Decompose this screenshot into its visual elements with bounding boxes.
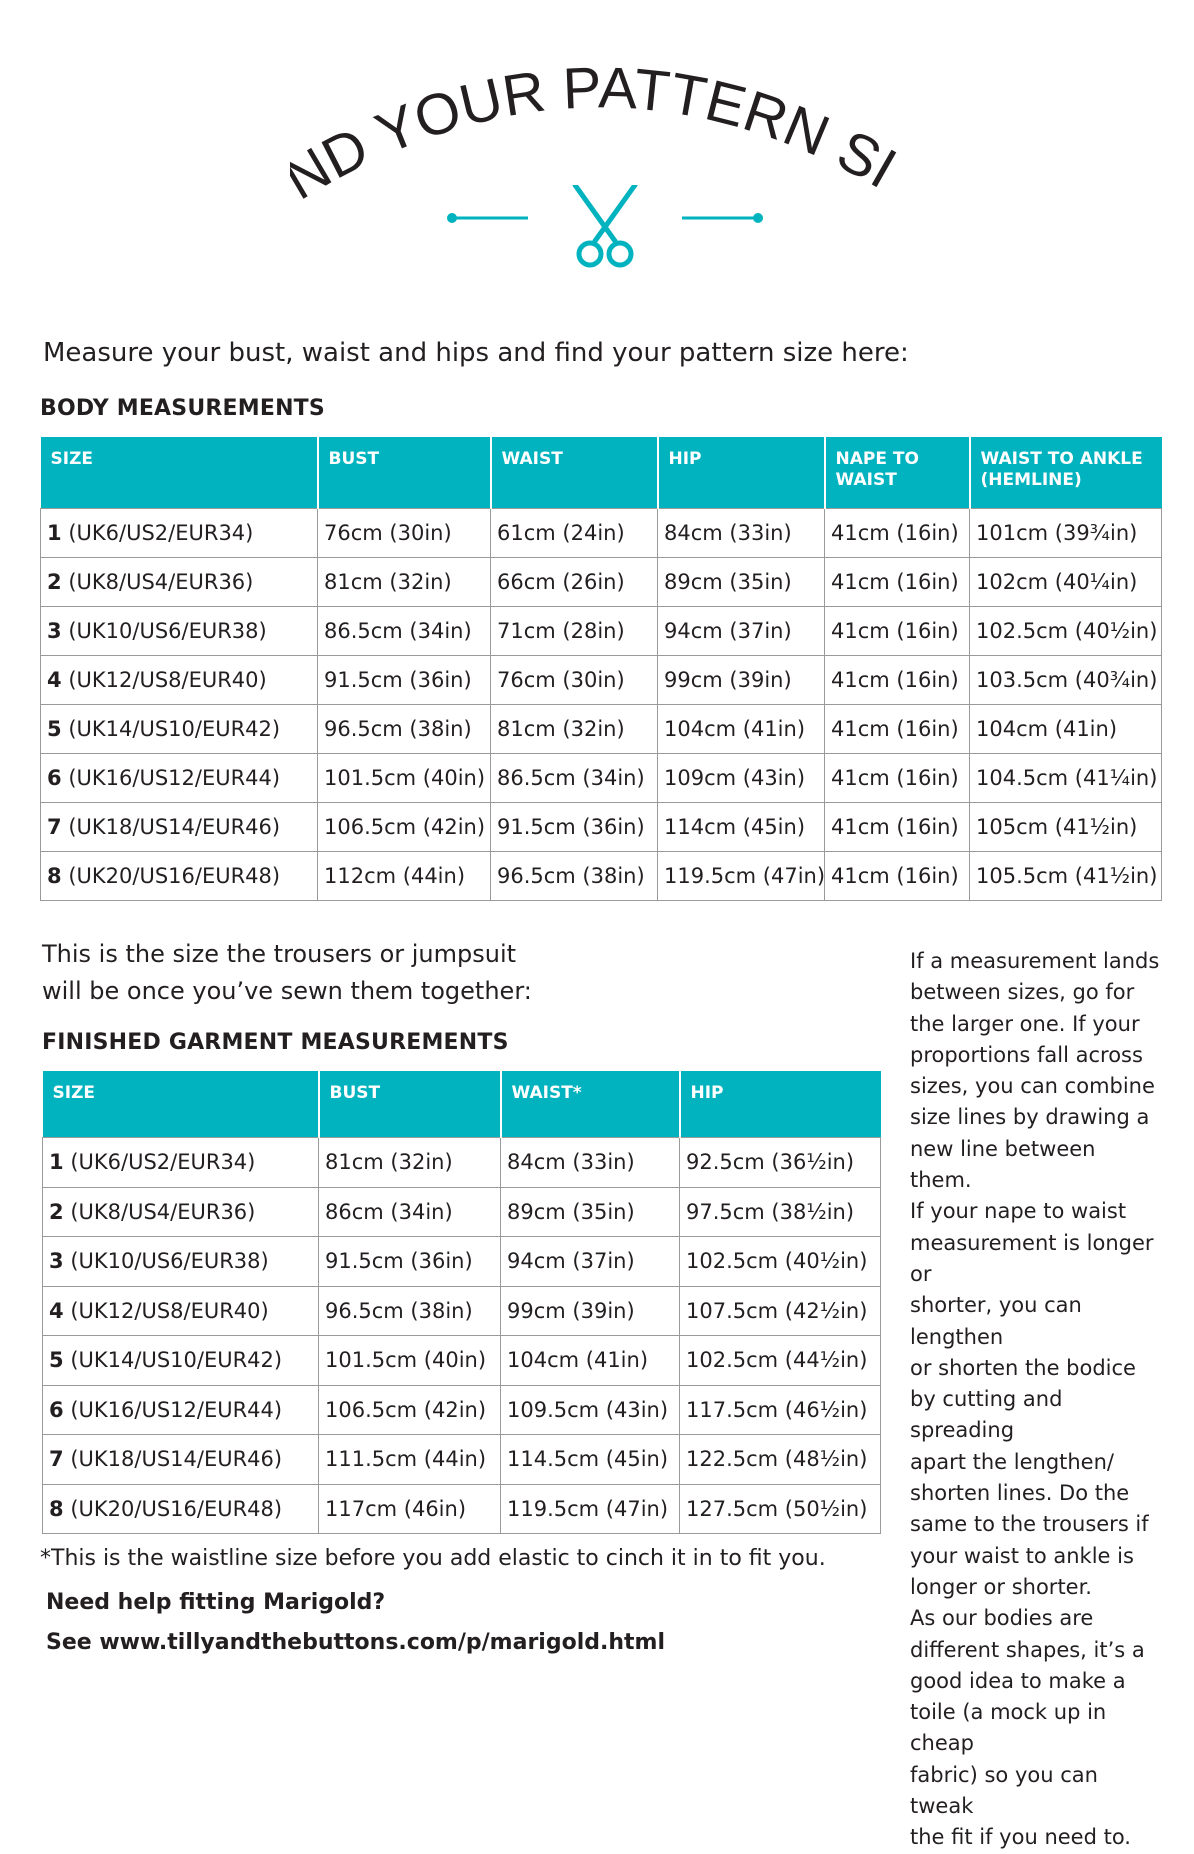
- size-number: 8: [49, 1496, 64, 1521]
- measurement-cell: 96.5cm (38in): [318, 705, 491, 754]
- measurement-cell: 41cm (16in): [825, 705, 970, 754]
- measurement-cell: 112cm (44in): [318, 852, 491, 901]
- size-number: 3: [47, 619, 62, 643]
- size-number: 4: [47, 668, 62, 692]
- measurement-cell: 104cm (41in): [658, 705, 825, 754]
- measurement-cell: 61cm (24in): [491, 509, 658, 558]
- measurement-cell: 89cm (35in): [658, 558, 825, 607]
- size-codes: (UK18/US14/EUR46): [70, 1447, 283, 1472]
- table-row: [41, 705, 1162, 754]
- size-number: 2: [47, 570, 62, 594]
- table-row: [43, 1336, 881, 1386]
- measurement-cell: 102.5cm (40½in): [970, 607, 1162, 656]
- size-codes: (UK16/US12/EUR44): [68, 766, 281, 790]
- size-number: 4: [49, 1298, 64, 1323]
- advice-line: toile (a mock up in cheap: [910, 1700, 1107, 1756]
- measurement-cell: 104cm (41in): [970, 705, 1162, 754]
- measurement-cell: 41cm (16in): [825, 852, 970, 901]
- table-row: [43, 1237, 881, 1287]
- measurement-cell: 109cm (43in): [658, 754, 825, 803]
- finished-intro-line: will be once you’ve sewn them together:: [42, 977, 532, 1005]
- measurement-cell: 105.5cm (41½in): [970, 852, 1162, 901]
- measurement-cell: 41cm (16in): [825, 558, 970, 607]
- advice-line: fabric) so you can tweak: [910, 1762, 1098, 1819]
- measurement-cell: 81cm (32in): [491, 705, 658, 754]
- size-codes: (UK18/US14/EUR46): [68, 815, 281, 839]
- size-codes: (UK14/US10/EUR42): [68, 717, 281, 741]
- measurement-cell: 106.5cm (42in): [319, 1385, 501, 1435]
- table-row: [41, 509, 1162, 558]
- size-codes: (UK20/US16/EUR48): [68, 864, 281, 888]
- size-codes: (UK10/US6/EUR38): [68, 619, 267, 643]
- measurement-cell: 105cm (41½in): [970, 803, 1162, 852]
- finished-measurements-title: FINISHED GARMENT MEASUREMENTS: [42, 1030, 509, 1055]
- advice-line: good idea to make a: [910, 1668, 1126, 1693]
- size-number: 5: [49, 1348, 64, 1373]
- table-row: [41, 558, 1162, 607]
- measurement-cell: 104cm (41in): [501, 1336, 680, 1386]
- advice-line: same to the trousers if: [910, 1512, 1149, 1537]
- measurement-cell: 119.5cm (47in): [501, 1484, 680, 1534]
- body-measurements-title: BODY MEASUREMENTS: [40, 396, 325, 421]
- measurement-cell: 111.5cm (44in): [319, 1435, 501, 1485]
- size-codes: (UK10/US6/EUR38): [70, 1249, 269, 1274]
- size-codes: (UK12/US8/EUR40): [68, 668, 267, 692]
- measurement-cell: 109.5cm (43in): [501, 1385, 680, 1435]
- measurement-cell: 91.5cm (36in): [491, 803, 658, 852]
- measurement-cell: 122.5cm (48½in): [680, 1435, 881, 1485]
- table-row: [41, 803, 1162, 852]
- advice-line: sizes, you can combine: [910, 1074, 1155, 1099]
- size-number: 6: [49, 1397, 64, 1422]
- size-cell: [41, 852, 318, 901]
- size-cell: [41, 656, 318, 705]
- measurement-cell: 66cm (26in): [491, 558, 658, 607]
- column-header: HIP: [658, 437, 825, 509]
- size-number: 6: [47, 766, 62, 790]
- measurement-cell: 97.5cm (38½in): [680, 1187, 881, 1237]
- table-row: [43, 1385, 881, 1435]
- size-number: 1: [47, 521, 62, 545]
- measurement-cell: 119.5cm (47in): [658, 852, 825, 901]
- measurement-cell: 96.5cm (38in): [491, 852, 658, 901]
- measurement-cell: 89cm (35in): [501, 1187, 680, 1237]
- measurement-cell: 106.5cm (42in): [318, 803, 491, 852]
- finished-measurements-table: [42, 1071, 881, 1534]
- table-row: [43, 1286, 881, 1336]
- measurement-cell: 103.5cm (40¾in): [970, 656, 1162, 705]
- advice-line: by cutting and spreading: [910, 1387, 1063, 1443]
- advice-line: between sizes, go for: [910, 980, 1135, 1005]
- measurement-cell: 41cm (16in): [825, 607, 970, 656]
- measurement-cell: 91.5cm (36in): [319, 1237, 501, 1287]
- measurement-cell: 127.5cm (50½in): [680, 1484, 881, 1534]
- size-cell: [41, 509, 318, 558]
- measurement-cell: 81cm (32in): [318, 558, 491, 607]
- table-row: [41, 754, 1162, 803]
- measurement-cell: 84cm (33in): [658, 509, 825, 558]
- measurement-cell: 86.5cm (34in): [491, 754, 658, 803]
- column-header: SIZE: [43, 1071, 319, 1138]
- size-cell: [43, 1237, 319, 1287]
- size-codes: (UK6/US2/EUR34): [68, 521, 254, 545]
- measurement-cell: 94cm (37in): [658, 607, 825, 656]
- size-number: 8: [47, 864, 62, 888]
- advice-line: the larger one. If your: [910, 1011, 1140, 1036]
- measurement-cell: 96.5cm (38in): [319, 1286, 501, 1336]
- measurement-cell: 101cm (39¾in): [970, 509, 1162, 558]
- finished-intro-line: This is the size the trousers or jumpsuit: [42, 940, 517, 968]
- size-codes: (UK6/US2/EUR34): [70, 1150, 256, 1175]
- size-cell: [41, 558, 318, 607]
- column-header: SIZE: [41, 437, 318, 509]
- measurement-cell: 102.5cm (44½in): [680, 1336, 881, 1386]
- column-header: HIP: [680, 1071, 881, 1138]
- measurement-cell: 117.5cm (46½in): [680, 1385, 881, 1435]
- size-number: 3: [49, 1249, 64, 1274]
- size-codes: (UK8/US4/EUR36): [70, 1199, 256, 1224]
- table-header-row: [43, 1071, 881, 1138]
- size-codes: (UK8/US4/EUR36): [68, 570, 254, 594]
- measurement-cell: 81cm (32in): [319, 1138, 501, 1188]
- measurement-cell: 91.5cm (36in): [318, 656, 491, 705]
- measurement-cell: 41cm (16in): [825, 656, 970, 705]
- help-link[interactable]: See www.tillyandthebuttons.com/p/marigold.html: [46, 1630, 665, 1655]
- size-cell: [43, 1385, 319, 1435]
- size-cell: [41, 705, 318, 754]
- measurement-cell: 104.5cm (41¼in): [970, 754, 1162, 803]
- advice-line: different shapes, it’s a: [910, 1637, 1145, 1662]
- measurement-cell: 101.5cm (40in): [318, 754, 491, 803]
- advice-line: If a measurement lands: [910, 949, 1160, 973]
- advice-line: As our bodies are: [910, 1606, 1094, 1631]
- size-cell: [41, 754, 318, 803]
- measurement-cell: 114.5cm (45in): [501, 1435, 680, 1485]
- measurement-cell: 99cm (39in): [501, 1286, 680, 1336]
- column-header: WAIST: [491, 437, 658, 509]
- measurement-cell: 86cm (34in): [319, 1187, 501, 1237]
- size-codes: (UK12/US8/EUR40): [70, 1298, 269, 1323]
- measurement-cell: 86.5cm (34in): [318, 607, 491, 656]
- body-measurements-table: [40, 437, 1162, 901]
- size-cell: [43, 1286, 319, 1336]
- table-row: [43, 1187, 881, 1237]
- measurement-cell: 92.5cm (36½in): [680, 1138, 881, 1188]
- table-row: [43, 1138, 881, 1188]
- advice-line: size lines by drawing a: [910, 1105, 1150, 1130]
- size-number: 5: [47, 717, 62, 741]
- size-codes: (UK14/US10/EUR42): [70, 1348, 283, 1373]
- size-number: 2: [49, 1199, 64, 1224]
- column-header: WAIST*: [501, 1071, 680, 1138]
- table-row: [41, 607, 1162, 656]
- size-cell: [41, 803, 318, 852]
- advice-line: If your nape to waist: [910, 1199, 1127, 1224]
- table-header-row: [41, 437, 1162, 509]
- advice-line: apart the lengthen/: [910, 1449, 1114, 1474]
- measurement-cell: 94cm (37in): [501, 1237, 680, 1287]
- measurement-cell: 71cm (28in): [491, 607, 658, 656]
- size-number: 7: [49, 1447, 64, 1472]
- size-cell: [41, 607, 318, 656]
- advice-line: proportions fall across: [910, 1042, 1143, 1067]
- advice-line: or shorten the bodice: [910, 1355, 1136, 1380]
- size-cell: [43, 1484, 319, 1534]
- measurement-cell: 114cm (45in): [658, 803, 825, 852]
- page-title: D YOUR PATTERN SI: [311, 60, 907, 201]
- table-row: [43, 1484, 881, 1534]
- size-codes: (UK16/US12/EUR44): [70, 1397, 283, 1422]
- size-codes: (UK20/US16/EUR48): [70, 1496, 283, 1521]
- advice-line: shorter, you can lengthen: [910, 1293, 1082, 1349]
- measurement-cell: 41cm (16in): [825, 754, 970, 803]
- advice-line: the fit if you need to.: [910, 1825, 1131, 1850]
- help-heading: Need help fitting Marigold?: [46, 1590, 386, 1615]
- measurement-cell: 76cm (30in): [318, 509, 491, 558]
- size-cell: [43, 1435, 319, 1485]
- size-cell: [43, 1336, 319, 1386]
- measurement-cell: 117cm (46in): [319, 1484, 501, 1534]
- measurement-cell: 99cm (39in): [658, 656, 825, 705]
- column-header: WAIST TO ANKLE (HEMLINE): [970, 437, 1162, 509]
- measurement-cell: 41cm (16in): [825, 803, 970, 852]
- scissors-divider: [440, 185, 770, 275]
- size-number: 7: [47, 815, 62, 839]
- column-header: BUST: [319, 1071, 501, 1138]
- advice-line: measurement is longer or: [910, 1230, 1154, 1286]
- scissors-icon: [575, 185, 635, 265]
- measurement-cell: 102cm (40¼in): [970, 558, 1162, 607]
- column-header: NAPE TO WAIST: [825, 437, 970, 509]
- advice-line: new line between them.: [910, 1136, 1096, 1193]
- column-header: BUST: [318, 437, 491, 509]
- finished-intro: [42, 936, 532, 1010]
- intro-text: Measure your bust, waist and hips and find your pattern size here:: [43, 338, 909, 368]
- table-row: [41, 656, 1162, 705]
- size-cell: [43, 1138, 319, 1188]
- table-row: [41, 852, 1162, 901]
- advice-line: shorten lines. Do the: [910, 1481, 1130, 1506]
- sizing-advice: [910, 946, 1160, 1854]
- measurement-cell: 76cm (30in): [491, 656, 658, 705]
- advice-line: longer or shorter.: [910, 1574, 1092, 1599]
- measurement-cell: 107.5cm (42½in): [680, 1286, 881, 1336]
- size-cell: [43, 1187, 319, 1237]
- advice-line: your waist to ankle is: [910, 1543, 1134, 1568]
- waist-footnote: *This is the waistline size before you add elastic to cinch it in to fit you.: [40, 1546, 826, 1571]
- measurement-cell: 102.5cm (40½in): [680, 1237, 881, 1287]
- measurement-cell: 101.5cm (40in): [319, 1336, 501, 1386]
- measurement-cell: 84cm (33in): [501, 1138, 680, 1188]
- table-row: [43, 1435, 881, 1485]
- size-number: 1: [49, 1150, 64, 1175]
- measurement-cell: 41cm (16in): [825, 509, 970, 558]
